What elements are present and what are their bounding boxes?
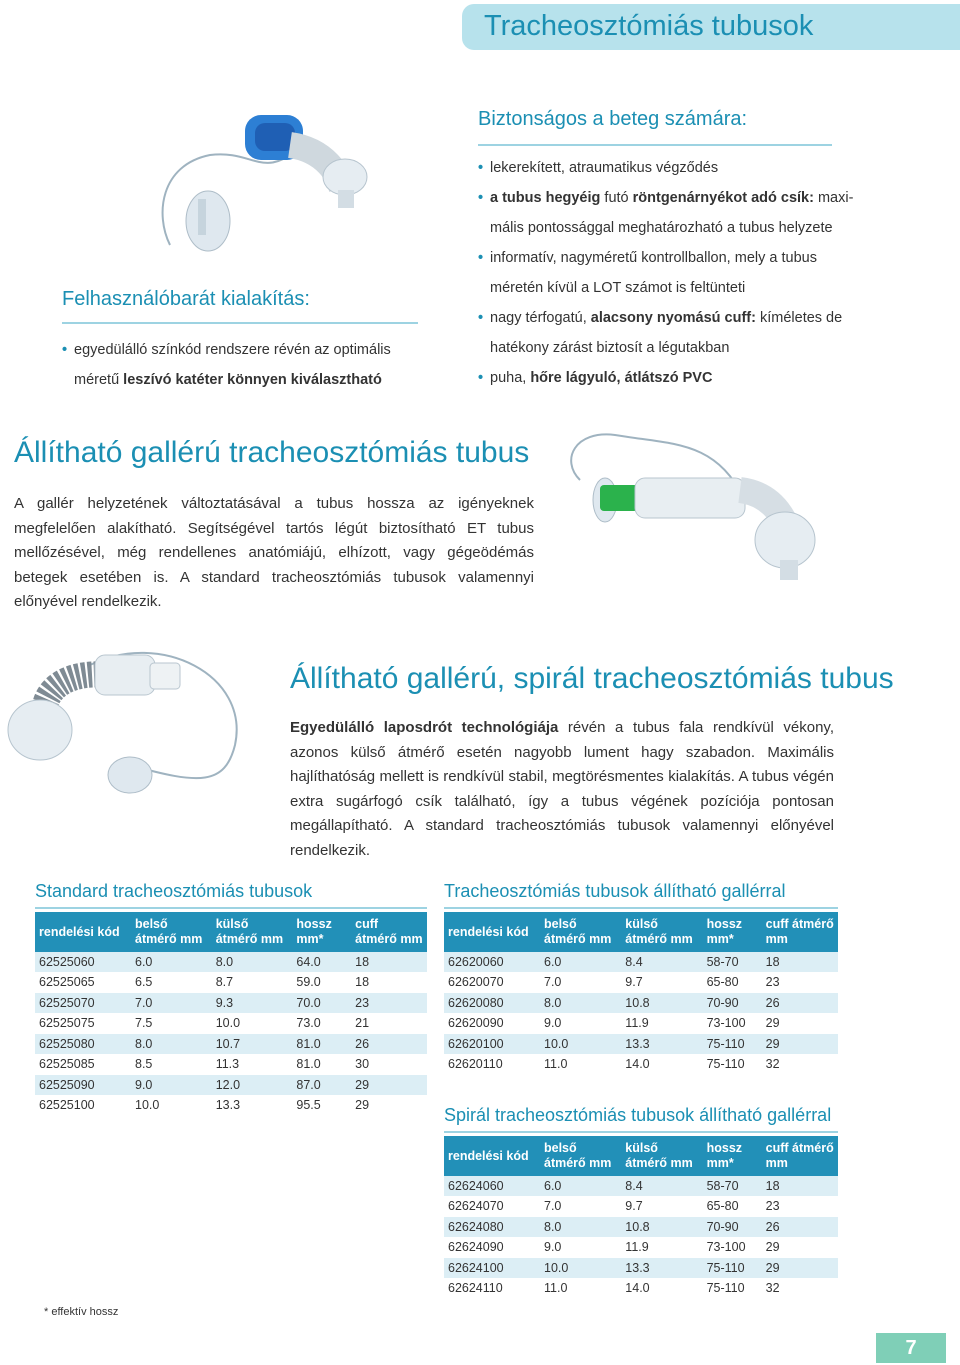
- cell-cuff: 26: [762, 993, 838, 1014]
- cell-code: 62525070: [35, 993, 131, 1014]
- cell-cuff: 29: [762, 1034, 838, 1055]
- col-inner: belső átmérő mm: [131, 912, 212, 952]
- cell-cuff: 30: [351, 1054, 427, 1075]
- cell-outer: 10.8: [621, 1217, 702, 1238]
- cell-code: 62624060: [444, 1176, 540, 1196]
- safety-b3-line1: informatív, nagyméretű kontrollballon, mely a tubus: [490, 250, 817, 266]
- safety-bullet-1: [478, 153, 878, 183]
- spiral-tube-text: [290, 716, 834, 863]
- cell-cuff: 29: [762, 1237, 838, 1258]
- usability-list: [62, 335, 442, 395]
- cell-inner: 7.0: [540, 1196, 621, 1217]
- standard-table-rule: [35, 907, 427, 909]
- usability-heading: Felhasználóbarát kialakítás:: [62, 288, 310, 310]
- safety-bullet-2: [478, 183, 878, 243]
- adjustable-collar-heading: Állítható gallérú tracheosztómiás tubus: [14, 436, 530, 469]
- cell-inner: 8.0: [540, 993, 621, 1014]
- cell-code: 62620060: [444, 952, 540, 972]
- safety-b4-plain2: kíméletes de: [755, 310, 843, 326]
- cell-outer: 13.3: [212, 1095, 293, 1116]
- col-code: rendelési kód: [444, 1136, 540, 1176]
- cell-inner: 9.0: [540, 1013, 621, 1034]
- cell-outer: 14.0: [621, 1278, 702, 1299]
- table-row: [35, 1013, 427, 1034]
- cell-cuff: 32: [762, 1278, 838, 1299]
- cell-length: 65-80: [703, 1196, 762, 1217]
- table-row: [35, 1054, 427, 1075]
- cell-code: 62624090: [444, 1237, 540, 1258]
- safety-b4-line2: hatékony zárást biztosít a légutakban: [490, 340, 730, 356]
- col-cuff: cuff átmérő mm: [762, 912, 838, 952]
- cell-outer: 12.0: [212, 1075, 293, 1096]
- cell-cuff: 26: [351, 1034, 427, 1055]
- cell-outer: 13.3: [621, 1034, 702, 1055]
- cell-code: 62525065: [35, 972, 131, 993]
- adjustable-table: [444, 912, 838, 1075]
- cell-outer: 11.3: [212, 1054, 293, 1075]
- spiral-tube-text-rest: révén a tubus fala rendkívül vékony, azonos külső átmérő esetén nagyobb lument hagy szabadon. Maximális hajlíthatóság mellett is rendkívül stabil, megtörésmentes kialakítás. A tubus végén extra sugárfogó csík található, így a tubus végének pozíciója pontosan megállapítható. A standard tracheosztómiás tubusok valamennyi előnyével rendelkezik.: [290, 719, 834, 859]
- table-row: [444, 1217, 838, 1238]
- col-length: hossz mm*: [703, 912, 762, 952]
- cell-inner: 11.0: [540, 1054, 621, 1075]
- cell-code: 62525085: [35, 1054, 131, 1075]
- col-inner: belső átmérő mm: [540, 1136, 621, 1176]
- col-code: rendelési kód: [444, 912, 540, 952]
- cell-length: 75-110: [703, 1054, 762, 1075]
- cell-inner: 10.0: [131, 1095, 212, 1116]
- cell-outer: 11.9: [621, 1237, 702, 1258]
- cell-outer: 9.7: [621, 1196, 702, 1217]
- table-row: [444, 993, 838, 1014]
- adjustable-table-title: Tracheosztómiás tubusok állítható gallérral: [444, 881, 786, 901]
- col-cuff: cuff átmérő mm: [762, 1136, 838, 1176]
- usability-rule: [62, 322, 418, 324]
- safety-b2-plain2: maxi-: [813, 190, 854, 206]
- cell-cuff: 23: [762, 1196, 838, 1217]
- safety-rule: [478, 144, 832, 146]
- tracheostomy-tube-blue-photo: [150, 95, 390, 275]
- spiral-table-body: [444, 1176, 838, 1299]
- cell-code: 62525075: [35, 1013, 131, 1034]
- safety-heading: Biztonságos a beteg számára:: [478, 108, 748, 130]
- cell-cuff: 32: [762, 1054, 838, 1075]
- cell-cuff: 23: [351, 993, 427, 1014]
- standard-table: [35, 912, 427, 1116]
- safety-b3-line2: méretén kívül a LOT számot is feltünteti: [490, 280, 746, 296]
- cell-outer: 8.7: [212, 972, 293, 993]
- cell-code: 62525090: [35, 1075, 131, 1096]
- cell-cuff: 26: [762, 1217, 838, 1238]
- cell-outer: 10.7: [212, 1034, 293, 1055]
- usability-bullet: [62, 335, 442, 395]
- safety-b2-bold2: röntgenárnyékot adó csík:: [632, 190, 814, 206]
- cell-outer: 8.4: [621, 1176, 702, 1196]
- col-inner: belső átmérő mm: [540, 912, 621, 952]
- cell-inner: 6.0: [540, 952, 621, 972]
- adjustable-collar-text: A gallér helyzetének változtatásával a tubus hossza az igényeknek megfelelően alakítható. Segítségével tartós légút biztosítható ET tubus mellőzésével, még rendellenes anatómiájú, elhízott, vagy gégeödémás betegek esetében is. A standard tracheosztómiás tubusok valamennyi előnyével rendelkezik.: [14, 495, 534, 610]
- cell-length: 81.0: [292, 1054, 351, 1075]
- cell-length: 65-80: [703, 972, 762, 993]
- cell-code: 62620090: [444, 1013, 540, 1034]
- cell-inner: 6.5: [131, 972, 212, 993]
- cell-inner: 10.0: [540, 1034, 621, 1055]
- cell-inner: 7.0: [540, 972, 621, 993]
- safety-bullet-5: [478, 363, 878, 393]
- cell-outer: 9.3: [212, 993, 293, 1014]
- table-row: [35, 1075, 427, 1096]
- standard-table-title: Standard tracheosztómiás tubusok: [35, 881, 313, 901]
- adjustable-table-rule: [444, 907, 838, 909]
- spiral-tracheostomy-tube-photo: [0, 635, 290, 810]
- spiral-table: [444, 1136, 838, 1299]
- cell-code: 62525080: [35, 1034, 131, 1055]
- cell-length: 58-70: [703, 1176, 762, 1196]
- safety-list: [478, 153, 878, 393]
- cell-cuff: 18: [762, 1176, 838, 1196]
- col-outer: külső átmérő mm: [621, 1136, 702, 1176]
- cell-cuff: 23: [762, 972, 838, 993]
- safety-b5-plain: puha,: [490, 370, 531, 386]
- cell-inner: 7.0: [131, 993, 212, 1014]
- page-title: Tracheosztómiás tubusok: [484, 10, 814, 42]
- page-title-bar: [462, 4, 960, 50]
- cell-code: 62624100: [444, 1258, 540, 1279]
- col-length: hossz mm*: [292, 912, 351, 952]
- safety-b2-line2: mális pontossággal meghatározható a tubus helyzete: [490, 220, 833, 236]
- safety-b4-bold: alacsony nyomású cuff:: [590, 310, 756, 326]
- standard-table-body: [35, 952, 427, 1116]
- cell-outer: 9.7: [621, 972, 702, 993]
- safety-b1: lekerekített, atraumatikus végződés: [490, 160, 719, 176]
- spiral-tube-heading: Állítható gallérú, spirál tracheosztómiás tubus: [290, 662, 894, 695]
- table-row: [35, 972, 427, 993]
- cell-inner: 8.0: [540, 1217, 621, 1238]
- col-outer: külső átmérő mm: [212, 912, 293, 952]
- cell-cuff: 29: [351, 1095, 427, 1116]
- table-row: [35, 952, 427, 972]
- cell-outer: 8.4: [621, 952, 702, 972]
- cell-inner: 8.0: [131, 1034, 212, 1055]
- cell-cuff: 29: [762, 1258, 838, 1279]
- cell-inner: 11.0: [540, 1278, 621, 1299]
- cell-cuff: 18: [762, 952, 838, 972]
- table-row: [444, 1013, 838, 1034]
- cell-inner: 6.0: [131, 952, 212, 972]
- cell-length: 58-70: [703, 952, 762, 972]
- col-cuff: cuff átmérő mm: [351, 912, 427, 952]
- col-code: rendelési kód: [35, 912, 131, 952]
- cell-code: 62624070: [444, 1196, 540, 1217]
- page-number: 7: [876, 1333, 946, 1363]
- spiral-table-title: Spirál tracheosztómiás tubusok állítható gallérral: [444, 1105, 832, 1125]
- cell-code: 62525100: [35, 1095, 131, 1116]
- cell-cuff: 18: [351, 952, 427, 972]
- cell-code: 62620070: [444, 972, 540, 993]
- cell-length: 59.0: [292, 972, 351, 993]
- cell-length: 81.0: [292, 1034, 351, 1055]
- cell-cuff: 21: [351, 1013, 427, 1034]
- table-row: [444, 1034, 838, 1055]
- cell-code: 62620110: [444, 1054, 540, 1075]
- cell-inner: 9.0: [540, 1237, 621, 1258]
- cell-inner: 6.0: [540, 1176, 621, 1196]
- cell-outer: 8.0: [212, 952, 293, 972]
- cell-cuff: 18: [351, 972, 427, 993]
- cell-length: 73-100: [703, 1237, 762, 1258]
- cell-outer: 11.9: [621, 1013, 702, 1034]
- table-row: [444, 1176, 838, 1196]
- spiral-table-rule: [444, 1131, 838, 1133]
- adjustable-table-body: [444, 952, 838, 1075]
- safety-b4-plain1: nagy térfogatú,: [490, 310, 591, 326]
- table-row: [444, 1196, 838, 1217]
- cell-length: 70.0: [292, 993, 351, 1014]
- spiral-tube-text-bold: Egyedülálló laposdrót technológiája: [290, 719, 559, 736]
- cell-outer: 10.0: [212, 1013, 293, 1034]
- cell-cuff: 29: [351, 1075, 427, 1096]
- col-outer: külső átmérő mm: [621, 912, 702, 952]
- usability-line1: egyedülálló színkód rendszere révén az optimális: [74, 342, 391, 358]
- cell-inner: 7.5: [131, 1013, 212, 1034]
- table-row: [35, 1095, 427, 1116]
- cell-inner: 10.0: [540, 1258, 621, 1279]
- safety-b5-bold: hőre lágyuló, átlátszó PVC: [530, 370, 713, 386]
- tracheostomy-tube-green-collar-photo: [555, 420, 855, 595]
- cell-outer: 13.3: [621, 1258, 702, 1279]
- table-row: [35, 1034, 427, 1055]
- cell-length: 87.0: [292, 1075, 351, 1096]
- cell-length: 73-100: [703, 1013, 762, 1034]
- cell-code: 62624080: [444, 1217, 540, 1238]
- safety-bullet-3: [478, 243, 878, 303]
- cell-length: 64.0: [292, 952, 351, 972]
- safety-bullet-4: [478, 303, 878, 363]
- cell-cuff: 29: [762, 1013, 838, 1034]
- safety-b2-plain1: futó: [600, 190, 633, 206]
- cell-length: 75-110: [703, 1034, 762, 1055]
- cell-inner: 8.5: [131, 1054, 212, 1075]
- usability-line2-plain: méretű: [74, 372, 124, 388]
- cell-code: 62620100: [444, 1034, 540, 1055]
- usability-line2-bold: leszívó katéter könnyen kiválasztható: [123, 372, 382, 388]
- safety-b2-bold1: a tubus hegyéig: [490, 190, 601, 206]
- table-row: [444, 972, 838, 993]
- table-row: [444, 1258, 838, 1279]
- cell-outer: 10.8: [621, 993, 702, 1014]
- cell-length: 70-90: [703, 993, 762, 1014]
- cell-code: 62525060: [35, 952, 131, 972]
- cell-length: 73.0: [292, 1013, 351, 1034]
- cell-length: 75-110: [703, 1278, 762, 1299]
- cell-inner: 9.0: [131, 1075, 212, 1096]
- table-row: [444, 952, 838, 972]
- table-row: [444, 1237, 838, 1258]
- footnote: * effektív hossz: [44, 1306, 119, 1318]
- cell-length: 70-90: [703, 1217, 762, 1238]
- table-row: [35, 993, 427, 1014]
- cell-code: 62624110: [444, 1278, 540, 1299]
- cell-length: 95.5: [292, 1095, 351, 1116]
- table-row: [444, 1278, 838, 1299]
- cell-code: 62620080: [444, 993, 540, 1014]
- cell-outer: 14.0: [621, 1054, 702, 1075]
- table-row: [444, 1054, 838, 1075]
- cell-length: 75-110: [703, 1258, 762, 1279]
- col-length: hossz mm*: [703, 1136, 762, 1176]
